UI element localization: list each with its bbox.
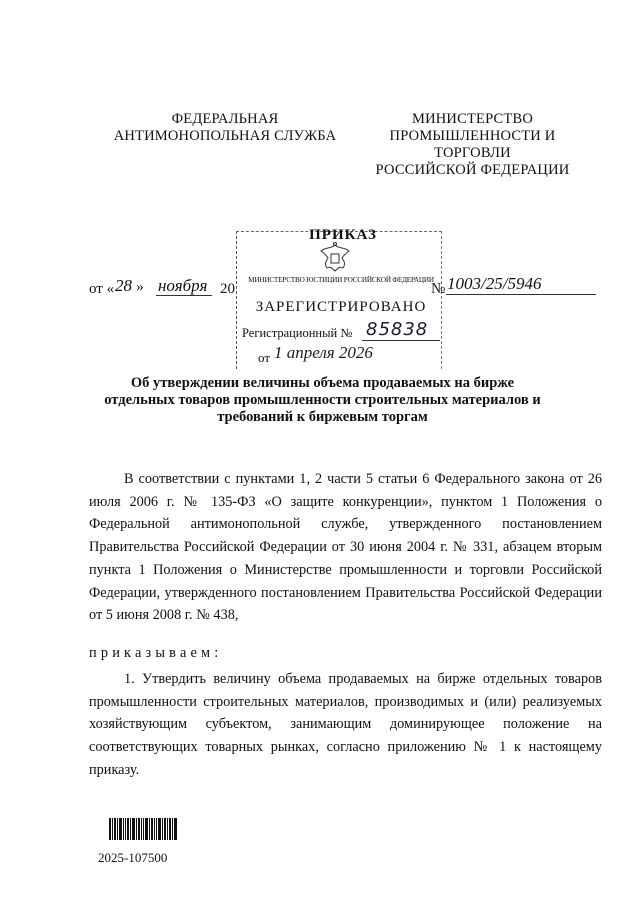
org-left-line-1: ФЕДЕРАЛЬНАЯ bbox=[171, 111, 279, 127]
document-type-title: ПРИКАЗ bbox=[309, 227, 377, 243]
barcode-icon bbox=[109, 818, 177, 840]
document-heading: Об утверждении величины объема продаваемых на бирже отдельных товаров промышленности строительных материалов и требований к биржевым торгам bbox=[104, 375, 541, 425]
date-close-quote: » bbox=[136, 279, 144, 295]
org-right-line-3: РОССИЙСКОЙ ФЕДЕРАЦИИ bbox=[375, 162, 570, 178]
stamp-reg-number-label: Регистрационный № bbox=[242, 326, 353, 340]
emblem-icon bbox=[316, 241, 354, 275]
date-underline bbox=[156, 295, 212, 296]
order-word: приказываем: bbox=[89, 645, 223, 661]
stamp-organization: МИНИСТЕРСТВО ЮСТИЦИИ РОССИЙСКОЙ ФЕДЕРАЦИИ bbox=[248, 276, 434, 284]
order-number-underline bbox=[446, 294, 596, 295]
org-left-line-2: АНТИМОНОПОЛЬНАЯ СЛУЖБА bbox=[113, 128, 337, 144]
org-right-line-2: ПРОМЫШЛЕННОСТИ И ТОРГОВЛИ bbox=[389, 128, 556, 161]
order-number-sign: № bbox=[431, 281, 446, 297]
date-day-value: 28 bbox=[115, 276, 132, 295]
stamp-underline bbox=[362, 340, 440, 341]
date-prefix: от « bbox=[89, 281, 115, 297]
order-number: 1003/25/5946 bbox=[447, 274, 542, 293]
org-right-line-1: МИНИСТЕРСТВО bbox=[411, 111, 533, 127]
footer-doc-number: 2025-107500 bbox=[98, 850, 168, 865]
date-year: 20 bbox=[220, 281, 235, 297]
stamp-reg-number: 85838 bbox=[366, 319, 429, 340]
date-month: ноября bbox=[158, 276, 208, 295]
preamble-paragraph: В соответствии с пунктами 1, 2 части 5 статьи 6 Федерального закона от 26 июля 2006 г. № 135-ФЗ «О защите конкуренции», пунктом 1 Положения о Федеральной антимонопольной службе, утвержденного постановлением Правительства Российской Федерации от 30 июня 2004 г. № 331, абзацем вторым пункта 1 Положения о Министерстве промышленности и торговли Российской Федерации, утвержденного постановлением Правительства Российской Федерации от 5 июня 2008 г. № 438, bbox=[89, 471, 602, 624]
stamp-registered-label: ЗАРЕГИСТРИРОВАНО bbox=[255, 299, 427, 315]
stamp-date-handwritten: 1 апреля 2026 bbox=[274, 343, 373, 362]
stamp-date-prefix: от bbox=[258, 350, 271, 365]
issuer-left-fas bbox=[95, 111, 355, 145]
date-day bbox=[115, 276, 144, 296]
clause-1-paragraph: 1. Утвердить величину объема продаваемых на бирже отдельных товаров промышленности строительных материалов, производимых и (или) реализуемых хозяйствующим субъектом, занимающим доминирующее положение на соответствующих товарных рынках, согласно приложению № 1 к настоящему приказу. bbox=[89, 671, 602, 778]
issuer-right-minpromtorg bbox=[350, 111, 595, 179]
